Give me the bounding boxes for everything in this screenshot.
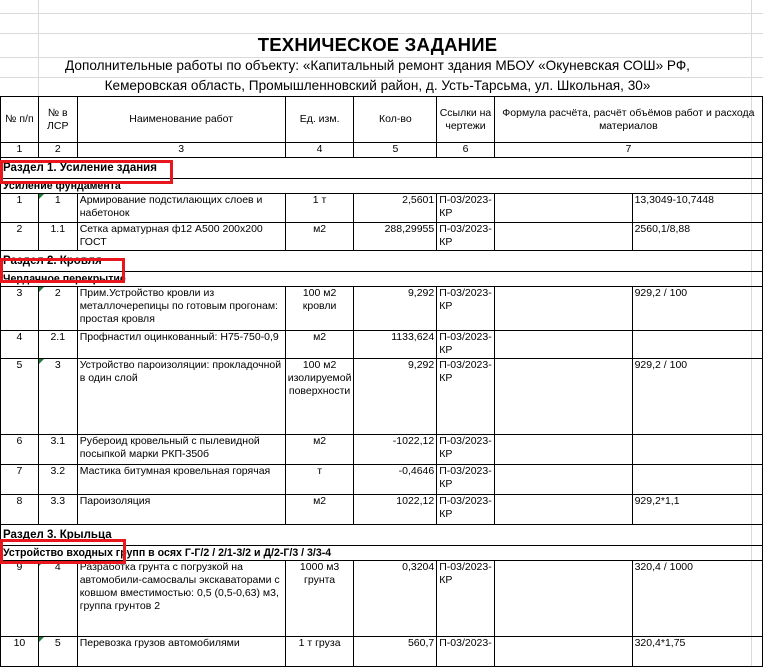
quantity: 9,292 [354,287,437,331]
row-number: 6 [1,435,39,465]
lsr-number: 1.1 [38,223,77,251]
drawing-ref: П-03/2023-КР [437,465,495,495]
quantity: 0,3204 [354,561,437,637]
unit: 1 т груза [285,637,354,667]
quantity: 2,5601 [354,194,437,223]
formula: 929,2 / 100 [632,287,762,331]
formula: 929,2*1,1 [632,495,762,525]
work-name: Сетка арматурная ф12 А500 200х200 ГОСТ [77,223,285,251]
lsr-number: 3 [38,359,77,435]
table-row [1,359,763,435]
work-name: Пароизоляция [77,495,285,525]
subsection-title: Чердачное перекрытие [1,272,763,287]
work-name: Устройство пароизоляции: прокладочной в один слой [77,359,285,435]
work-name: Рубероид кровельный с пылевидной посыпкой марки РКП-350б [77,435,285,465]
formula: 929,2 / 100 [632,359,762,435]
subsection-title: Усиление фундамента [1,179,763,194]
section-title: Раздел 1. Усиление здания [1,158,763,179]
formula [632,331,762,359]
lsr-number: 2.1 [38,331,77,359]
section-title: Раздел 2. Кровля [1,251,763,272]
header-cell: № п/п [1,97,39,143]
quantity: 1022,12 [354,495,437,525]
row-number: 7 [1,465,39,495]
work-name: Армирование подстилающих слоев и набетонок [77,194,285,223]
unit: м2 [285,495,354,525]
table-row [1,331,763,359]
formula-empty [494,561,632,637]
unit: 1 т [285,194,354,223]
formula: 2560,1/8,88 [632,223,762,251]
formula-empty [494,223,632,251]
row-number: 1 [1,194,39,223]
drawing-ref: П-03/2023-КР [437,495,495,525]
work-name: Разработка грунта с погрузкой на автомобили-самосвалы экскаваторами с ковшом вместимостью: 0,5 (0,5-0,63) м3, группа грунтов 2 [77,561,285,637]
quantity: 1133,624 [354,331,437,359]
column-number: 5 [354,143,437,158]
drawing-ref: П-03/2023-КР [437,287,495,331]
table-row [1,223,763,251]
formula-empty [494,331,632,359]
header-cell: Формула расчёта, расчёт объёмов работ и расхода материалов [494,97,762,143]
drawing-ref: П-03/2023-КР [437,223,495,251]
row-number: 5 [1,359,39,435]
quantity: 9,292 [354,359,437,435]
section-title: Раздел 3. Крыльца [1,525,763,546]
row-number: 8 [1,495,39,525]
drawing-ref: П-03/2023-КР [437,194,495,223]
lsr-number: 3.1 [38,435,77,465]
header-cell: Наименование работ [77,97,285,143]
formula-empty [494,194,632,223]
quantity: -1022,12 [354,435,437,465]
drawing-ref: П-03/2023- [437,637,495,667]
lsr-number: 1 [38,194,77,223]
formula [632,435,762,465]
column-number: 3 [77,143,285,158]
unit: 100 м2 изолируемой поверхности [285,359,354,435]
lsr-number: 5 [38,637,77,667]
formula: 13,3049-10,7448 [632,194,762,223]
work-name: Мастика битумная кровельная горячая [77,465,285,495]
subsection-title: Устройство входных групп в осях Г-Г/2 / 2/1-3/2 и Д/2-Г/3 / 3/3-4 [1,546,763,561]
unit: м2 [285,435,354,465]
highlight-box [0,539,126,564]
formula: 320,4 / 1000 [632,561,762,637]
lsr-number: 2 [38,287,77,331]
header-cell: Ссылки на чертежи [437,97,495,143]
work-name: Профнастил оцинкованный: Н75-750-0,9 [77,331,285,359]
work-name: Перевозка грузов автомобилями [77,637,285,667]
unit: 1000 м3 грунта [285,561,354,637]
header-cell: Ед. изм. [285,97,354,143]
table-row [1,194,763,223]
document-subtitle-line2: Кемеровская область, Промышленновский район, д. Усть-Тарсьма, ул. Школьная, 30» [104,78,651,93]
highlight-box [0,160,173,184]
document-subtitle-line1: Дополнительные работы по объекту: «Капитальный ремонт здания МБОУ «Окуневская СОШ» РФ, [65,58,690,73]
table-row [1,287,763,331]
lsr-number: 3.2 [38,465,77,495]
formula-empty [494,637,632,667]
column-number: 7 [494,143,762,158]
drawing-ref: П-03/2023-КР [437,561,495,637]
header-cell: Кол-во [354,97,437,143]
table-row [1,495,763,525]
row-number: 3 [1,287,39,331]
row-number: 4 [1,331,39,359]
quantity: 288,29955 [354,223,437,251]
unit: м2 [285,223,354,251]
table-row [1,637,763,667]
table-row [1,435,763,465]
formula-empty [494,435,632,465]
document-title: ТЕХНИЧЕСКОЕ ЗАДАНИЕ [257,34,498,55]
unit: т [285,465,354,495]
work-name: Прим.Устройство кровли из металлочерепицы по готовым прогонам: простая кровля [77,287,285,331]
lsr-number: 4 [38,561,77,637]
column-number: 2 [38,143,77,158]
quantity: -0,4646 [354,465,437,495]
formula [632,465,762,495]
lsr-number: 3.3 [38,495,77,525]
quantity: 560,7 [354,637,437,667]
column-number: 4 [285,143,354,158]
table-row [1,561,763,637]
formula-empty [494,287,632,331]
header-row [1,97,763,143]
formula-empty [494,359,632,435]
drawing-ref: П-03/2023-КР [437,359,495,435]
formula-empty [494,465,632,495]
unit: м2 [285,331,354,359]
unit: 100 м2 кровли [285,287,354,331]
drawing-ref: П-03/2023-КР [437,435,495,465]
drawing-ref: П-03/2023-КР [437,331,495,359]
column-number: 1 [1,143,39,158]
formula: 320,4*1,75 [632,637,762,667]
header-cell: № в ЛСР [38,97,77,143]
table-row [1,465,763,495]
highlight-box [0,258,125,283]
column-number-row [1,143,763,158]
row-number: 9 [1,561,39,637]
row-number: 10 [1,637,39,667]
column-number: 6 [437,143,495,158]
row-number: 2 [1,223,39,251]
formula-empty [494,495,632,525]
